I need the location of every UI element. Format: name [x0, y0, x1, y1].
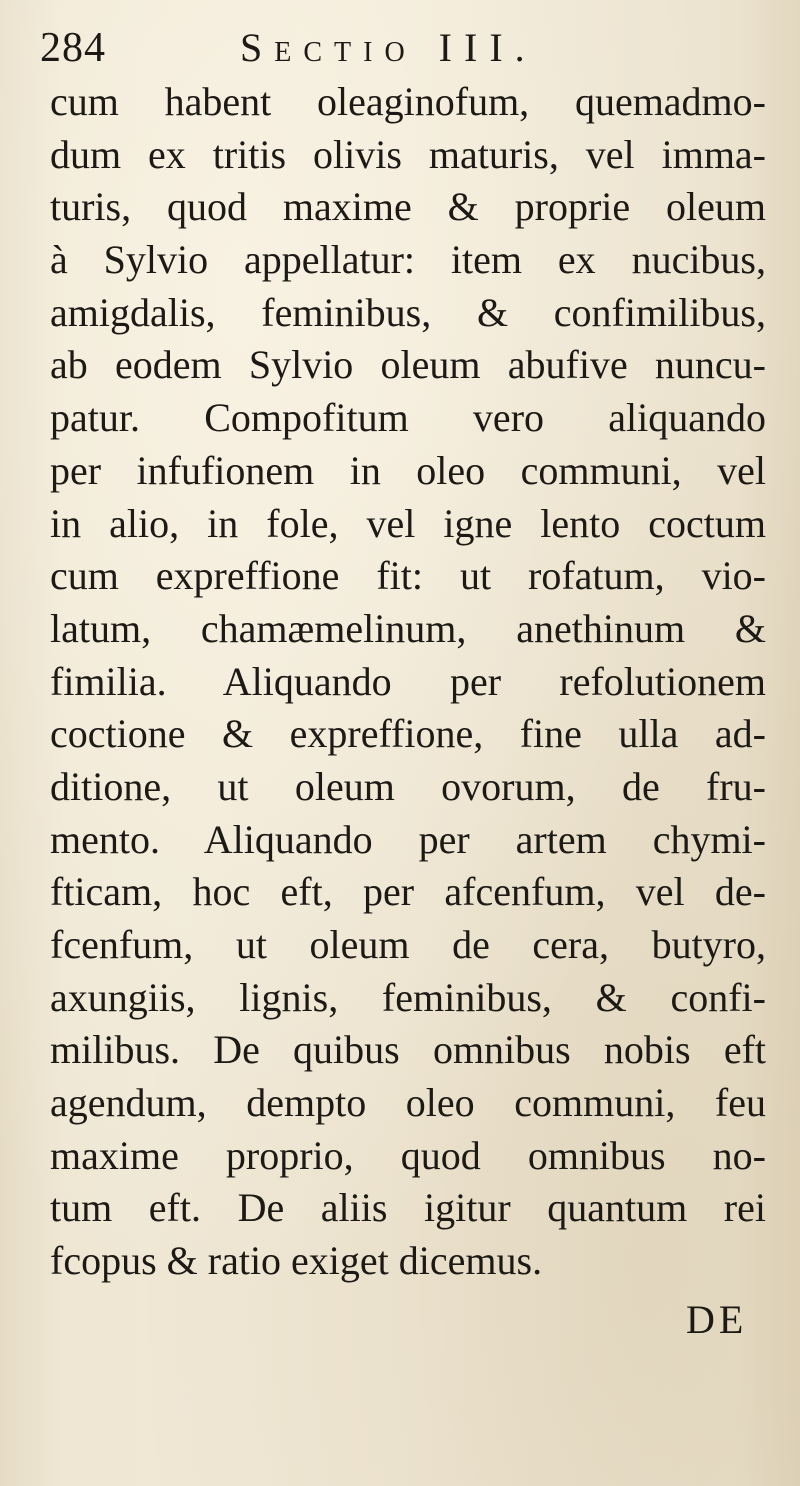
text-line: coctione & expreffione, fine ulla ad- — [50, 711, 766, 757]
text-line: ab eodem Sylvio oleum abufive nuncu- — [50, 342, 766, 388]
text-line: tum eft. De aliis igitur quantum rei — [50, 1185, 766, 1231]
text-line: milibus. De quibus omnibus nobis eft — [50, 1027, 766, 1073]
body-text — [50, 76, 766, 1288]
text-line: in alio, in fole, vel igne lento coctum — [50, 500, 766, 546]
text-line: amigdalis, feminibus, & confimilibus, — [50, 289, 766, 335]
running-head: Sectio III. — [240, 25, 537, 70]
text-line: fcenfum, ut oleum de cera, butyro, — [50, 922, 766, 967]
text-line: ditione, ut oleum ovorum, de fru- — [50, 763, 766, 809]
text-line: mento. Aliquando per artem chymi- — [50, 816, 766, 862]
text-line: axungiis, lignis, feminibus, & confi- — [50, 974, 766, 1020]
text-line: dum ex tritis olivis maturis, vel imma- — [50, 131, 766, 177]
text-line: latum, chamæmelinum, anethinum & — [50, 605, 766, 651]
page-header — [40, 18, 760, 74]
page-number: 284 — [40, 25, 106, 71]
text-line: patur. Compofitum vero aliquando — [50, 395, 766, 441]
text-line: agendum, dempto oleo communi, feu — [50, 1080, 766, 1126]
text-line: fcopus & ratio exiget dicemus. — [50, 1238, 543, 1284]
text-line: turis, quod maxime & proprie oleum — [50, 184, 766, 230]
text-line: maxime proprio, quod omnibus no- — [50, 1132, 766, 1178]
text-line: à Sylvio appellatur: item ex nucibus, — [50, 237, 766, 283]
text-line: cum habent oleaginofum, quemadmo- — [50, 79, 766, 124]
text-line: fticam, hoc eft, per afcenfum, vel de- — [50, 869, 766, 915]
catchword: DE — [686, 1297, 748, 1342]
text-line: fimilia. Aliquando per refolutionem — [50, 658, 766, 704]
text-line: cum expreffione fit: ut rofatum, vio- — [50, 553, 766, 599]
text-line: per infufionem in oleo communi, vel — [50, 447, 766, 493]
